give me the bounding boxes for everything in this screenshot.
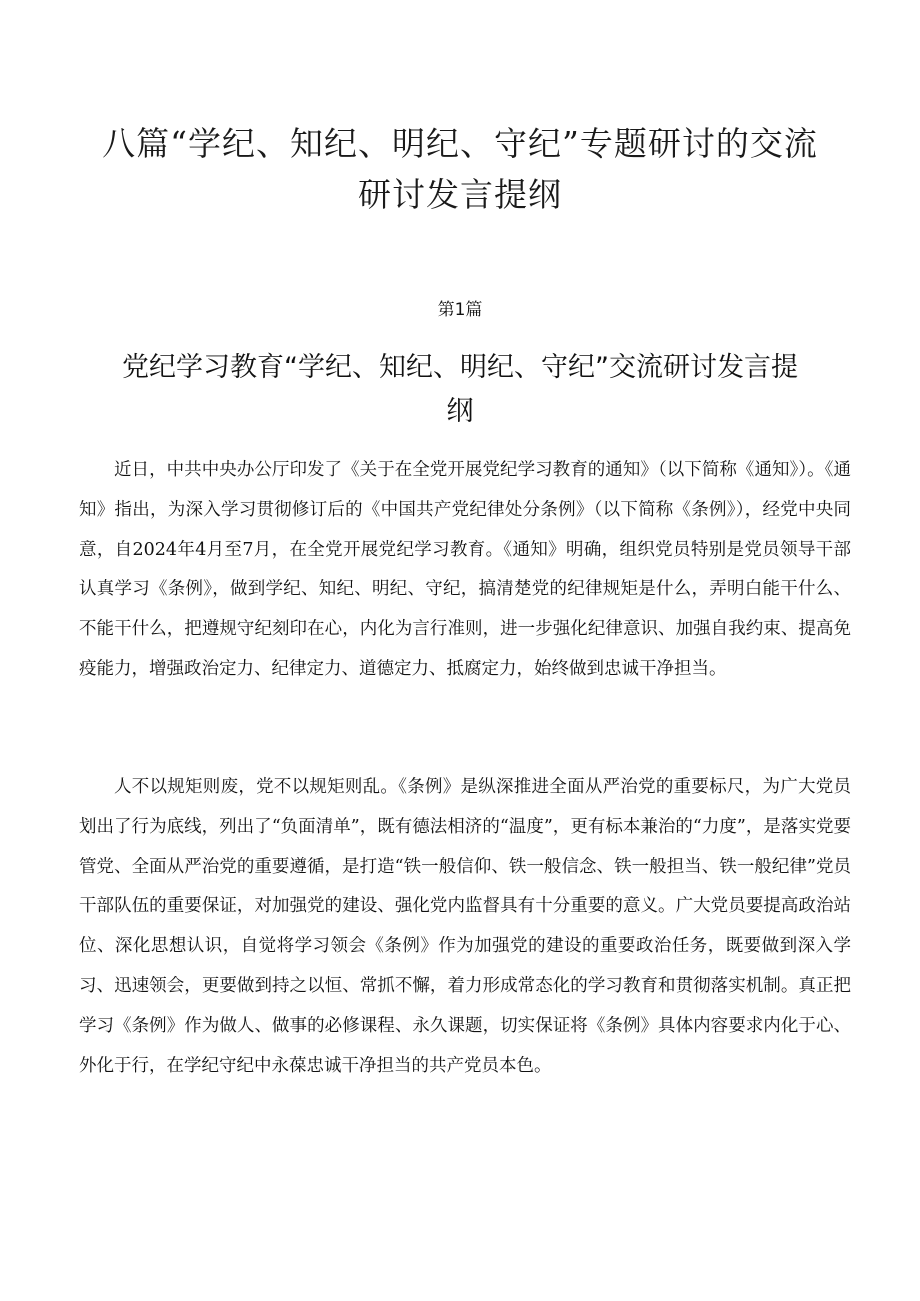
article-title-line-1: 党纪学习教育“学纪、知纪、明纪、守纪”交流研讨发言提 xyxy=(122,352,798,383)
body-paragraph-2: 人不以规矩则废，党不以规矩则乱。《条例》是纵深推进全面从严治党的重要标尺，为广大党员划出了行为底线，列出了“负面清单”，既有德法相济的“温度”，更有标本兼治的“力度”，是落实党要管党、全面从严治党的重要遵循，是打造“铁一般信仰、铁一般信念、铁一般担当、铁一般纪律”党员干部队伍的重要保证，对加强党的建设、强化党内监督具有十分重要的意义。广大党员要提高政治站位、深化思想认识，自觉将学习领会《条例》作为加强党的建设的重要政治任务，既要做到深入学习、迅速领会，更要做到持之以恒、常抓不懈，着力形成常态化的学习教育和贯彻落实机制。真正把学习《条例》作为做人、做事的必修课程、永久课题，切实保证将《条例》具体内容要求内化于心、外化于行，在学纪守纪中永葆忠诚干净担当的共产党员本色。 xyxy=(79,777,851,1076)
document-title-line-1: 八篇“学纪、知纪、明纪、守纪”专题研讨的交流 xyxy=(102,124,818,163)
body-paragraph-1: 近日，中共中央办公厅印发了《关于在全党开展党纪学习教育的通知》（以下简称《通知》）。《通知》指出，为深入学习贯彻修订后的《中国共产党纪律处分条例》（以下简称《条例》），经党中央同意，自2024年4月至7月，在全党开展党纪学习教育。《通知》明确，组织党员特别是党员领导干部认真学习《条例》，做到学纪、知纪、明纪、守纪，搞清楚党的纪律规矩是什么，弄明白能干什么、不能干什么，把遵规守纪刻印在心，内化为言行准则，进一步强化纪律意识、加强自我约束、提高免疫能力，增强政治定力、纪律定力、道德定力、抵腐定力，始终做到忠诚干净担当。 xyxy=(79,460,851,679)
article-title xyxy=(110,346,810,434)
article-title-line-2: 纲 xyxy=(446,396,474,427)
article-number: 第1篇 xyxy=(437,300,483,320)
document-title xyxy=(60,118,860,220)
document-title-line-2: 研讨发言提纲 xyxy=(358,175,562,214)
